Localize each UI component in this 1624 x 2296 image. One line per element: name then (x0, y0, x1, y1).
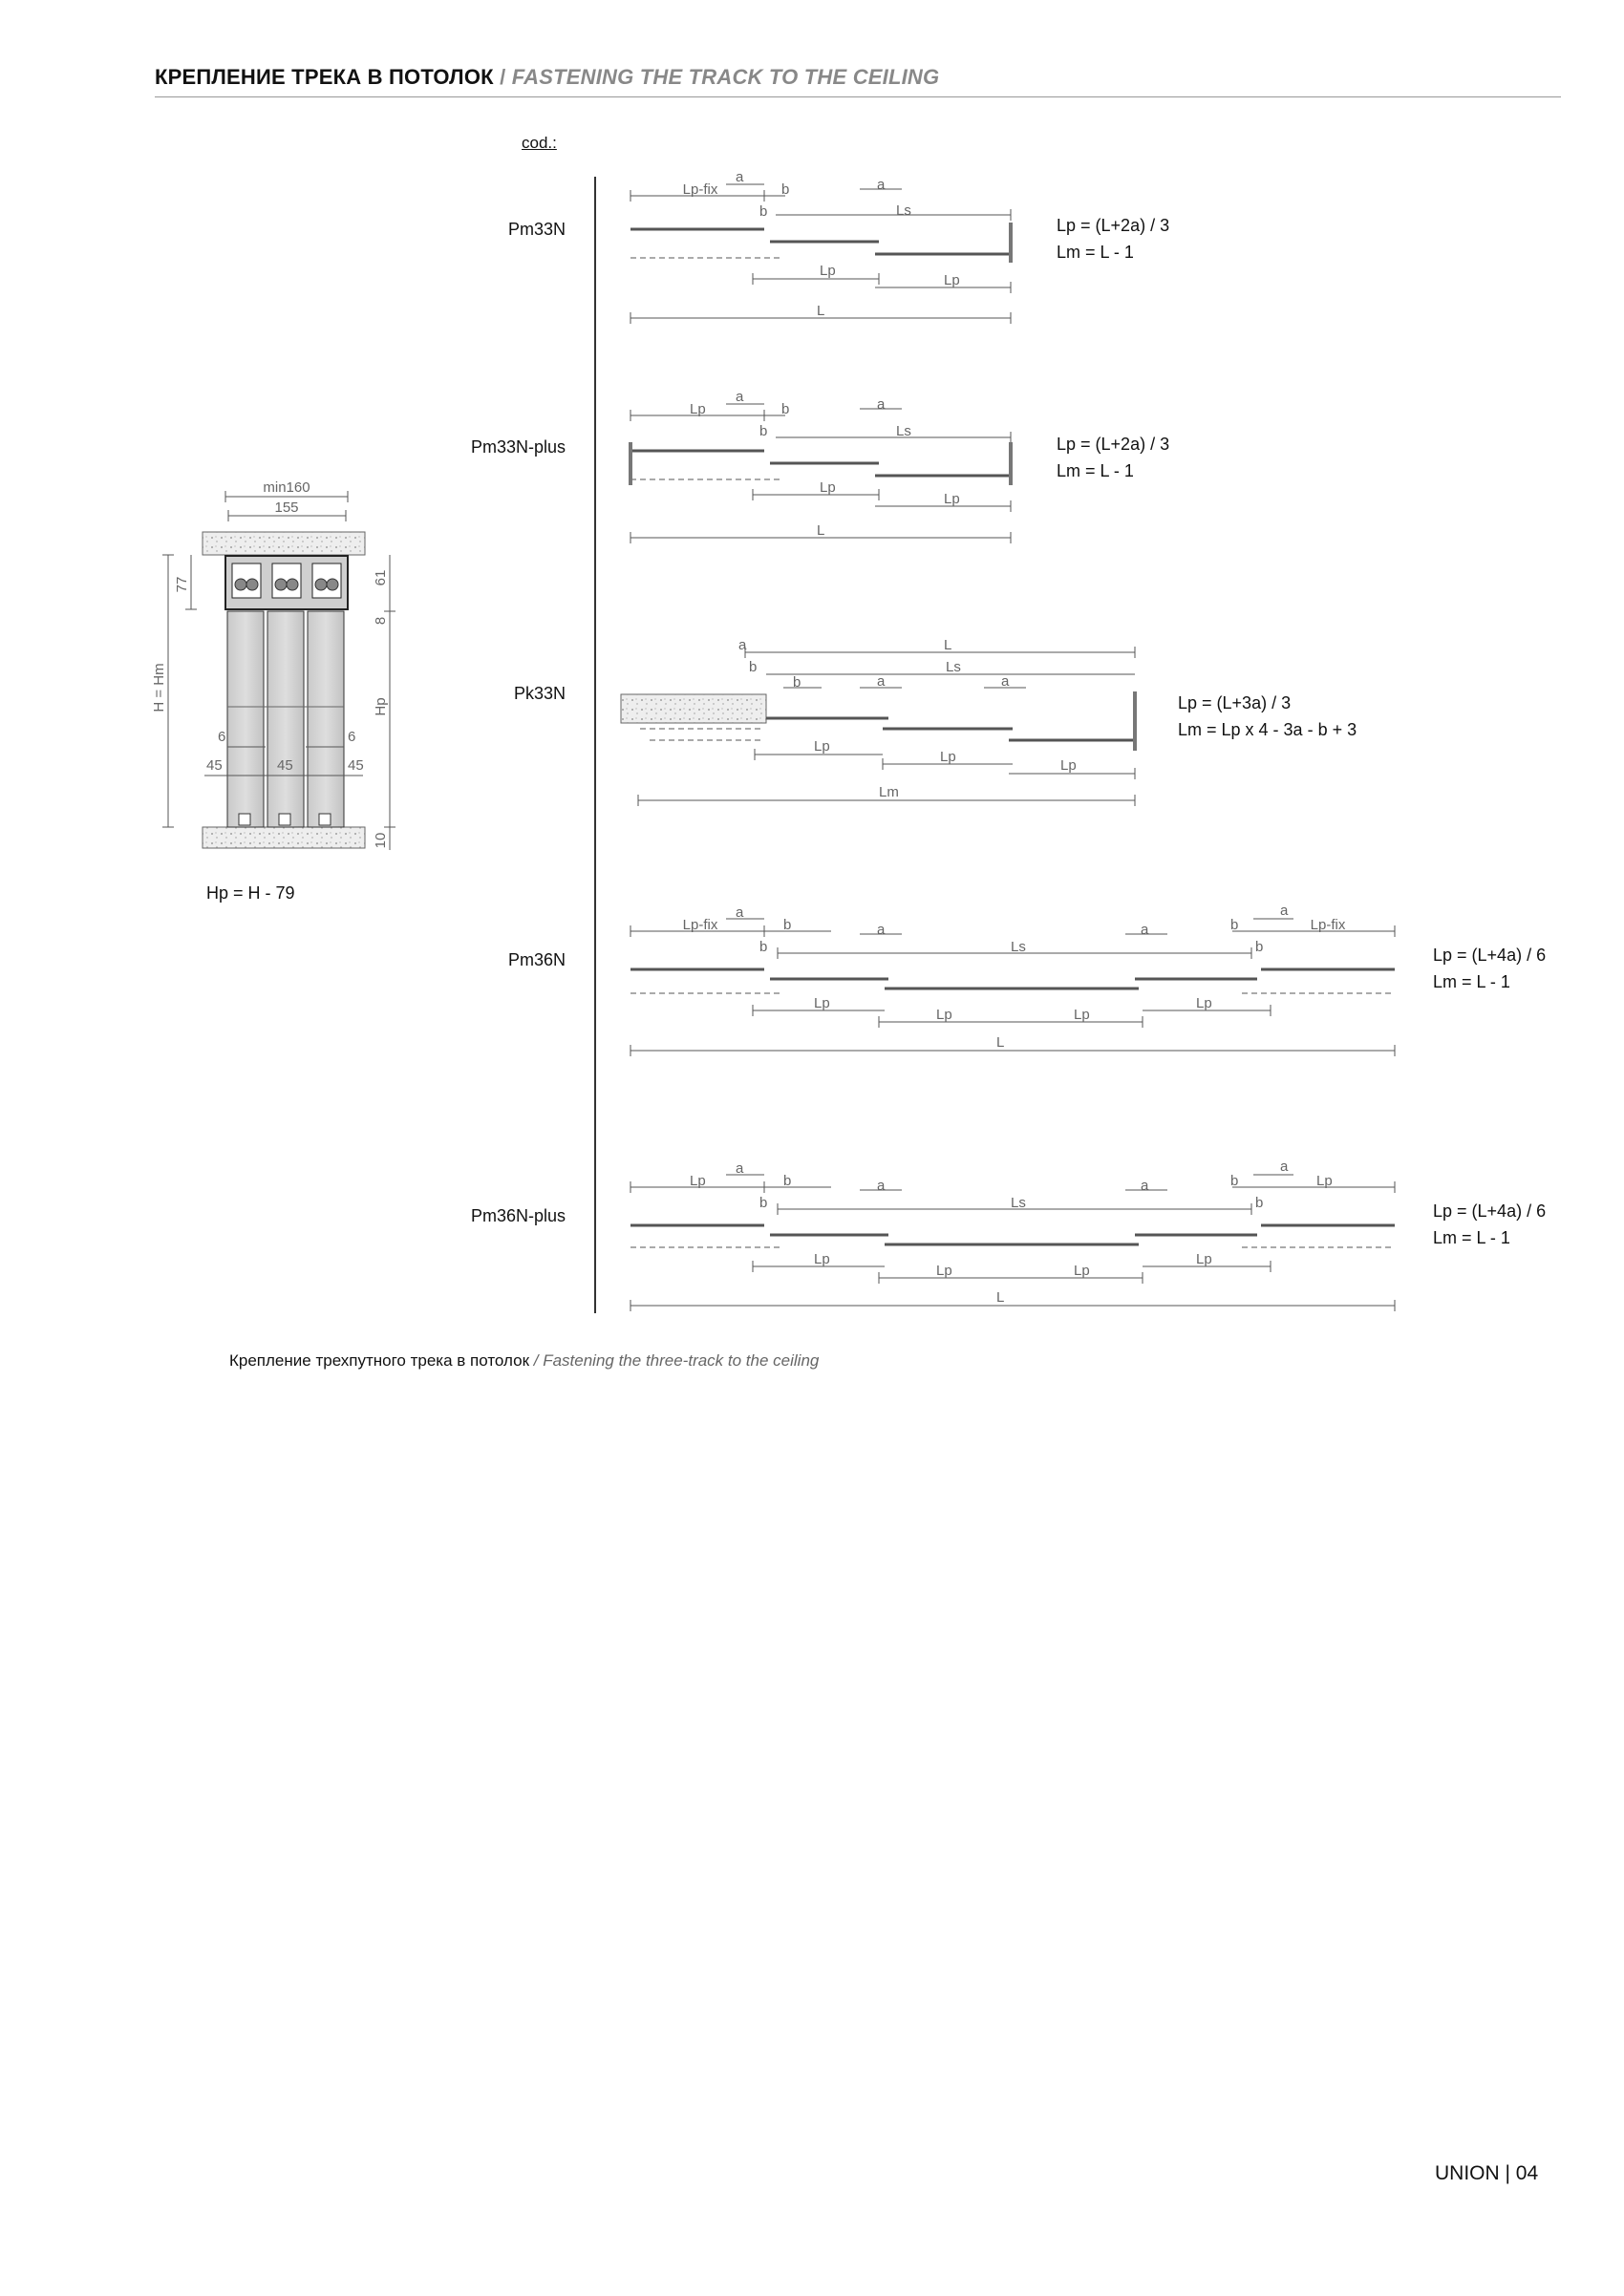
dim-lp: Lp (820, 263, 836, 279)
title-ru: КРЕПЛЕНИЕ ТРЕКА В ПОТОЛОК (155, 65, 494, 89)
dim-a: a (1280, 903, 1289, 919)
dim-l: L (996, 1289, 1005, 1306)
dim-ls: Ls (896, 423, 911, 439)
dim-ls: Ls (896, 202, 911, 219)
dim-b: b (749, 659, 758, 675)
formula-lp: Lp = (L+2a) / 3 (1057, 435, 1170, 454)
diagram-pm36n-plus (630, 1159, 1395, 1311)
dim-b: b (1255, 1195, 1264, 1211)
dim-b: b (1230, 917, 1239, 933)
dim-lp: Lp (944, 491, 960, 507)
dim-h-hm: H = Hm (151, 663, 167, 712)
caption-ru: Крепление трехпутного трека в потолок (229, 1351, 530, 1370)
dim-61: 61 (373, 569, 389, 586)
formula-lm: Lm = L - 1 (1057, 461, 1134, 480)
code-pm33n: Pm33N (507, 220, 566, 239)
dim-l: L (996, 1034, 1005, 1051)
dim-min160: min160 (263, 479, 310, 496)
dim-a: a (1280, 1159, 1289, 1175)
dim-b: b (1255, 939, 1264, 955)
dim-lp: Lp (690, 1173, 706, 1189)
dim-ls: Ls (1011, 939, 1026, 955)
dim-a: a (877, 922, 886, 938)
code-pm36n-plus: Pm36N-plus (470, 1206, 566, 1225)
dim-b: b (759, 423, 768, 439)
dim-a: a (736, 904, 744, 921)
diagram-pm36n (630, 903, 1395, 1056)
door-panel-2 (267, 611, 304, 827)
dim-b: b (1230, 1173, 1239, 1189)
dim-b: b (759, 203, 768, 220)
dim-ls: Ls (1011, 1195, 1026, 1211)
dim-a: a (736, 169, 744, 185)
dim-lp: Lp (944, 272, 960, 288)
cod-label: cod.: (522, 134, 557, 152)
door-panel-1 (227, 611, 264, 827)
dim-b: b (793, 674, 801, 691)
dim-lp: Lp (690, 401, 706, 417)
dim-l: L (944, 637, 952, 653)
dim-lp: Lp (1060, 757, 1077, 774)
dim-hp: Hp (373, 697, 389, 716)
dim-a: a (877, 396, 886, 413)
dim-lp: Lp (940, 749, 956, 765)
dim-10: 10 (373, 832, 389, 849)
dim-lp: Lp (1316, 1173, 1333, 1189)
dim-lpfix: Lp-fix (682, 181, 718, 198)
floor-slab (203, 827, 365, 848)
formula-lp: Lp = (L+2a) / 3 (1057, 216, 1170, 235)
dim-77: 77 (174, 576, 190, 593)
page-footer: UNION | 04 (1435, 2162, 1539, 2184)
dim-lp: Lp (1074, 1263, 1090, 1279)
title-separator: / (493, 65, 512, 89)
dim-lp: Lp (936, 1263, 952, 1279)
dim-lp: Lp (814, 738, 830, 755)
dim-b: b (759, 1195, 768, 1211)
diagram-pm33n (630, 169, 1011, 324)
dim-lp: Lp (1196, 1251, 1212, 1267)
dim-lp: Lp (814, 995, 830, 1011)
dim-a: a (1141, 1178, 1149, 1194)
figure-caption (229, 1351, 819, 1371)
title-en: FASTENING THE TRACK TO THE CEILING (511, 65, 940, 89)
wall-block (621, 694, 766, 723)
dim-45-c: 45 (348, 757, 364, 774)
dim-b: b (781, 401, 790, 417)
diagram-pk33n (621, 637, 1135, 806)
dim-a: a (1001, 673, 1010, 690)
formula-lm: Lm = L - 1 (1433, 972, 1510, 991)
dim-lm: Lm (879, 784, 899, 800)
diagram-pm33n-plus (630, 389, 1011, 543)
dim-a: a (877, 177, 886, 193)
dim-lpfix: Lp-fix (682, 917, 718, 933)
dim-b: b (783, 917, 792, 933)
dim-8: 8 (373, 616, 389, 626)
dim-lp: Lp (814, 1251, 830, 1267)
dim-lp: Lp (1074, 1007, 1090, 1023)
dim-lp: Lp (936, 1007, 952, 1023)
cross-section-drawing (151, 479, 395, 850)
formula-lp: Lp = (L+3a) / 3 (1178, 693, 1292, 712)
dim-45-a: 45 (206, 757, 223, 774)
dim-b: b (759, 939, 768, 955)
dim-6-left: 6 (218, 729, 226, 745)
dim-l: L (817, 522, 825, 539)
dim-a: a (736, 1160, 744, 1177)
code-pm36n: Pm36N (507, 950, 566, 969)
dim-l: L (817, 303, 825, 319)
formula-lm: Lm = Lp x 4 - 3a - b + 3 (1178, 720, 1357, 739)
dim-lpfix: Lp-fix (1310, 917, 1346, 933)
caption-en: Fastening the three-track to the ceiling (543, 1351, 820, 1370)
dim-6-right: 6 (348, 729, 356, 745)
ceiling-slab (203, 532, 365, 555)
dim-b: b (783, 1173, 792, 1189)
dim-a: a (738, 637, 747, 653)
dim-a: a (1141, 922, 1149, 938)
dim-lp: Lp (820, 479, 836, 496)
dim-a: a (736, 389, 744, 405)
code-pk33n: Pk33N (513, 684, 566, 703)
dim-a: a (877, 673, 886, 690)
formula-lp: Lp = (L+4a) / 6 (1433, 946, 1547, 965)
code-pm33n-plus: Pm33N-plus (470, 437, 566, 457)
formula-lm: Lm = L - 1 (1057, 243, 1134, 262)
door-panel-3 (308, 611, 344, 827)
formula-lp: Lp = (L+4a) / 6 (1433, 1201, 1547, 1221)
dim-a: a (877, 1178, 886, 1194)
dim-lp: Lp (1196, 995, 1212, 1011)
dim-ls: Ls (946, 659, 961, 675)
formula-lm: Lm = L - 1 (1433, 1228, 1510, 1247)
hp-formula: Hp = H - 79 (206, 883, 295, 903)
dim-155: 155 (274, 500, 299, 516)
dim-b: b (781, 181, 790, 198)
dim-45-b: 45 (277, 757, 293, 774)
caption-separator: / (529, 1351, 544, 1370)
